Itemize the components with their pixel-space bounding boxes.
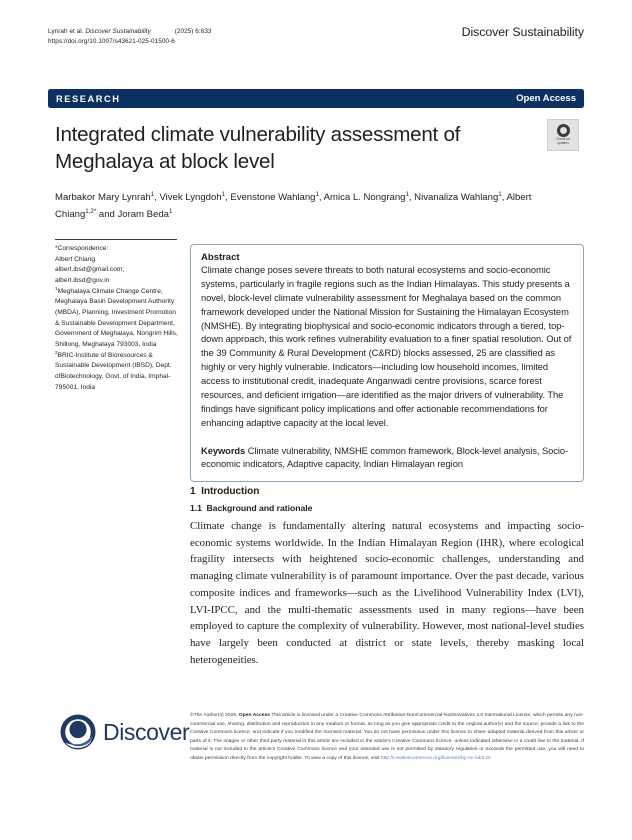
check-for-updates-line1: Check for <box>555 137 571 142</box>
introduction-section <box>190 486 584 669</box>
affiliation-1-text: Meghalaya Climate Change Centre, Meghalaya Basin Development Authority (MBDA), Planning, Investment Promotion & Sustainable Development Department, Government of Meghalaya, Nongrim Hills, Shillong, Meghalaya 793003, India <box>55 287 178 349</box>
affiliation-2 <box>55 351 182 394</box>
correspondence-divider <box>55 239 177 240</box>
running-head-citation <box>48 27 212 47</box>
license-copyright: ©The Author(s) 2025. <box>190 713 238 718</box>
doi-link[interactable]: https://doi.org/10.1007/s43621-025-01500-6 <box>48 37 175 45</box>
journal-title: Discover Sustainability <box>461 25 584 39</box>
check-for-updates-badge[interactable] <box>547 119 579 151</box>
abstract-box <box>190 244 584 482</box>
abstract-heading: Abstract <box>201 252 240 263</box>
citation-journal: Discover Sustainability <box>85 28 151 35</box>
correspondence-heading: *Correspondence: <box>55 245 109 252</box>
check-for-updates-icon <box>557 124 570 137</box>
open-access-label: Open Access <box>516 93 576 104</box>
affiliation-1 <box>55 287 182 351</box>
section-heading <box>190 486 584 497</box>
affiliation-1-marker: 1 <box>55 285 58 291</box>
license-open-access-label: Open Access <box>238 713 271 718</box>
subsection-title: Background and rationale <box>206 503 313 513</box>
page-title: Integrated climate vulnerability assessment of Meghalaya at block level <box>55 123 461 173</box>
citation-volume: (2025) 6:633 <box>174 28 212 35</box>
author-list <box>55 190 555 223</box>
keywords-label: Keywords <box>201 445 246 456</box>
keywords-text: Climate vulnerability, NMSHE common framework, Block-level analysis, Socio-economic indicators, Adaptive capacity, Indian Himalayan region <box>201 445 569 470</box>
subsection-number: 1.1 <box>190 503 202 513</box>
citation-authors: Lynrah et al. <box>48 28 84 35</box>
correspondence-name: Albert Chiang <box>55 255 96 263</box>
affiliation-2-text: BRIC-Institute of Bioresources & Sustainable Development (IBSD), Dept. ofBiotechnology, Govt. of India, Imphal-795001, India <box>55 351 172 391</box>
section-title: Introduction <box>201 486 260 497</box>
author-line-2: Albert Chiang$^{1,2*}$ and Joram Beda$^1$ <box>55 192 532 220</box>
introduction-paragraph: Climate change is fundamentally altering natural ecosystems and impacting socio-economic systems worldwide. In the Indian Himalayan Region (IHR), where ecological fragility intersects with heightened socio-economic challenges, understanding and managing climate vulnerability is of paramount importance. Over the past decade, various composite indices and frameworks—such as the Livelihood Vulnerability Index (LVI), LVI-IPCC, and the multi-thematic assessments used in many regions—have been employed to capture the complexity of vulnerability. However, most national-level studies have largely been conducted at district or state levels, thereby masking local heterogeneities. <box>190 520 584 666</box>
affiliation-2-marker: 2 <box>55 349 58 355</box>
subsection-heading <box>190 503 584 513</box>
keywords <box>201 445 573 472</box>
section-number: 1 <box>190 486 196 497</box>
license-body: This article is licensed under a Creative Commons Attribution-NonCommercial-NoDerivatives 4.0 International License, which permits any non-commercial use, sharing, distribution and reproduction in any medium or format, as long as you give appropriate credit to the original author(s) and the source, provide a link to the Creative Commons licence, and indicate if you modified the licensed material. You do not have permission under this licence to share adapted material derived from this article or parts of it. The images or other third party material in this article are included in the article's Creative Commons licence, unless indicated otherwise in a credit line to the material. If material is not included in the article's Creative Commons licence and your intended use is not permitted by statutory regulation or exceeds the permitted use, you will need to obtain permission directly from the copyright holder. To view a copy of this licence, visit <box>190 713 584 761</box>
license-suffix: . <box>490 755 492 761</box>
correspondence-block <box>55 244 182 393</box>
discover-swirl-icon <box>58 712 98 752</box>
correspondence-email-2[interactable]: albert.ibsd@gov.in <box>55 277 110 285</box>
running-head <box>48 27 584 47</box>
discover-logo <box>58 708 190 756</box>
author-line-1: Marbakor Mary Lynrah$^1$, Vivek Lyngdoh$^1$, Evenstone Wahlang$^1$, Amica L. Nongrang$^1$, Nivanaliza Wahlang$^1$, <box>55 190 505 203</box>
discover-wordmark: Discover <box>103 718 190 745</box>
abstract-text: Climate change poses severe threats to both natural ecosystems and socio-economic systems, particularly in fragile regions such as the Indian Himalayas. This study presents a novel, block-level climate vulnerability assessment for Meghalaya based on the common framework developed under the National Mission for Sustaining the Himalayan Ecosystem (NMSHE). By integrating biophysical and socio-economic indicators through a tiered, top-down approach, this work refines vulnerability evaluation to a finer spatial resolution. Out of the 39 Community & Rural Development (C&RD) blocks assessed, 25 are classified as highly or very highly vulnerable. Indicators—including low household incomes, limited access to institutional credit, inadequate Anganwadi centre provisions, scarce forest resources, and deficient irrigation—are identified as the major drivers of vulnerability. The findings have significant policy implications and offer actionable recommendations for enhancing adaptive capacity at the local level. <box>201 265 572 428</box>
license-text <box>190 712 584 763</box>
article-type-banner <box>48 89 584 108</box>
citation-line <box>48 27 212 37</box>
license-url-link[interactable]: http://creativecommons.org/licenses/by-nc-nd/4.0/ <box>380 755 491 761</box>
license-paragraph <box>190 712 584 763</box>
correspondence-email-1[interactable]: albert.ibsd@gmail.com; <box>55 266 125 274</box>
check-for-updates-line2: updates <box>557 141 569 145</box>
article-type-label: RESEARCH <box>56 93 121 104</box>
